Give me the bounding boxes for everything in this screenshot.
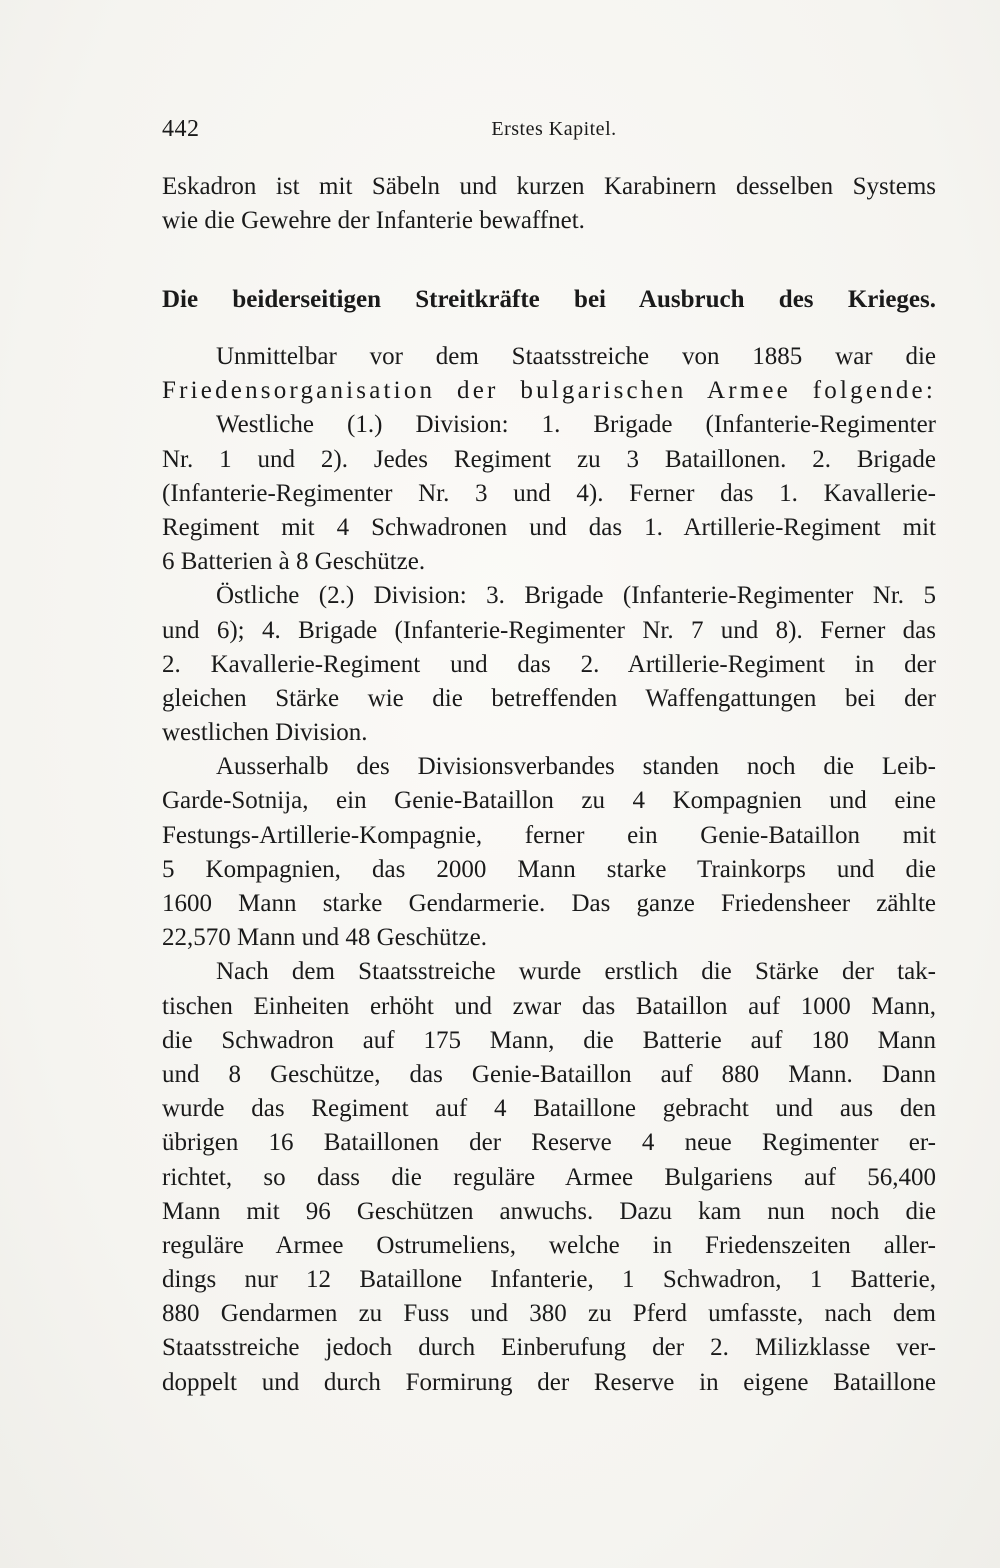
text-line: übrigen 16 Bataillonen der Reserve 4 neue Regimenter er- — [162, 1129, 936, 1157]
text-line: 22,570 Mann und 48 Geschütze. — [162, 924, 487, 952]
text-line: (Infanterie-Regimenter Nr. 3 und 4). Ferner das 1. Kavallerie- — [162, 479, 936, 507]
text-line: richtet, so dass die reguläre Armee Bulgariens auf 56,400 — [162, 1163, 936, 1191]
text-line: Regiment mit 4 Schwadronen und das 1. Artillerie-Regiment mit — [162, 513, 936, 541]
text-line: und 6); 4. Brigade (Infanterie-Regimenter Nr. 7 und 8). Ferner das — [162, 616, 936, 644]
text-line: gleichen Stärke wie die betreffenden Waffengattungen bei der — [162, 684, 936, 712]
text-line: Östliche (2.) Division: 3. Brigade (Infanterie-Regimenter Nr. 5 — [216, 582, 936, 610]
text-line: 1600 Mann starke Gendarmerie. Das ganze Friedensheer zählte — [162, 890, 936, 917]
text-line: Mann mit 96 Geschützen anwuchs. Dazu kam nun noch die — [162, 1197, 936, 1225]
text-line: Ausserhalb des Divisionsverbandes standen noch die Leib- — [216, 753, 936, 781]
paragraph — [162, 408, 936, 579]
text-line: Unmittelbar vor dem Staatsstreiche von 1885 war die — [216, 343, 936, 370]
text-line: 6 Batterien à 8 Geschütze. — [162, 548, 426, 576]
text-line: wurde das Regiment auf 4 Bataillone gebracht und aus den — [162, 1095, 936, 1123]
text-line: tischen Einheiten erhöht und zwar das Bataillon auf 1000 Mann, — [162, 992, 936, 1020]
text-line: Westliche (1.) Division: 1. Brigade (Infanterie-Regimenter — [216, 411, 936, 439]
text-line: Eskadron ist mit Säbeln und kurzen Karabinern desselben Systems — [162, 173, 936, 200]
paragraph — [162, 750, 936, 955]
text-line: Festungs-Artillerie-Kompagnie, ferner ein Genie-Bataillon mit — [162, 821, 936, 849]
running-head: Erstes Kapitel. — [491, 118, 617, 140]
text-line: Nr. 1 und 2). Jedes Regiment zu 3 Bataillonen. 2. Brigade — [162, 445, 936, 473]
page-number: 442 — [162, 116, 200, 142]
text-line: westlichen Division. — [162, 719, 368, 747]
text-line: 2. Kavallerie-Regiment und das 2. Artillerie-Regiment in der — [162, 650, 936, 678]
text-line: Staatsstreiche jedoch durch Einberufung der 2. Milizklasse ver- — [162, 1334, 936, 1362]
section-heading: Die beiderseitigen Streitkräfte bei Ausbruch des Krieges. — [162, 286, 936, 313]
text-line: reguläre Armee Ostrumeliens, welche in Friedenszeiten aller- — [162, 1231, 936, 1259]
paragraph — [162, 579, 936, 750]
paragraph — [162, 955, 936, 1399]
text-line: wie die Gewehre der Infanterie bewaffnet. — [162, 207, 585, 235]
text-line: dings nur 12 Bataillone Infanterie, 1 Schwadron, 1 Batterie, — [162, 1266, 936, 1294]
intro-text — [162, 170, 936, 238]
page-header — [162, 116, 936, 148]
text-line: 880 Gendarmen zu Fuss und 380 zu Pferd umfasste, nach dem — [162, 1300, 936, 1328]
paragraph — [162, 340, 936, 408]
text-line: die Schwadron auf 175 Mann, die Batterie auf 180 Mann — [162, 1026, 936, 1054]
text-line: Garde-Sotnija, ein Genie-Bataillon zu 4 Kompagnien und eine — [162, 787, 936, 815]
text-line: Friedensorganisation der bulgarischen Armee folgende: — [162, 377, 936, 405]
text-line: Nach dem Staatsstreiche wurde erstlich die Stärke der tak- — [216, 958, 936, 986]
body-text — [162, 340, 936, 1400]
text-line: und 8 Geschütze, das Genie-Bataillon auf 880 Mann. Dann — [162, 1060, 936, 1088]
text-line: doppelt und durch Formirung der Reserve in eigene Bataillone — [162, 1368, 936, 1396]
text-line: 5 Kompagnien, das 2000 Mann starke Trainkorps und die — [162, 855, 936, 883]
